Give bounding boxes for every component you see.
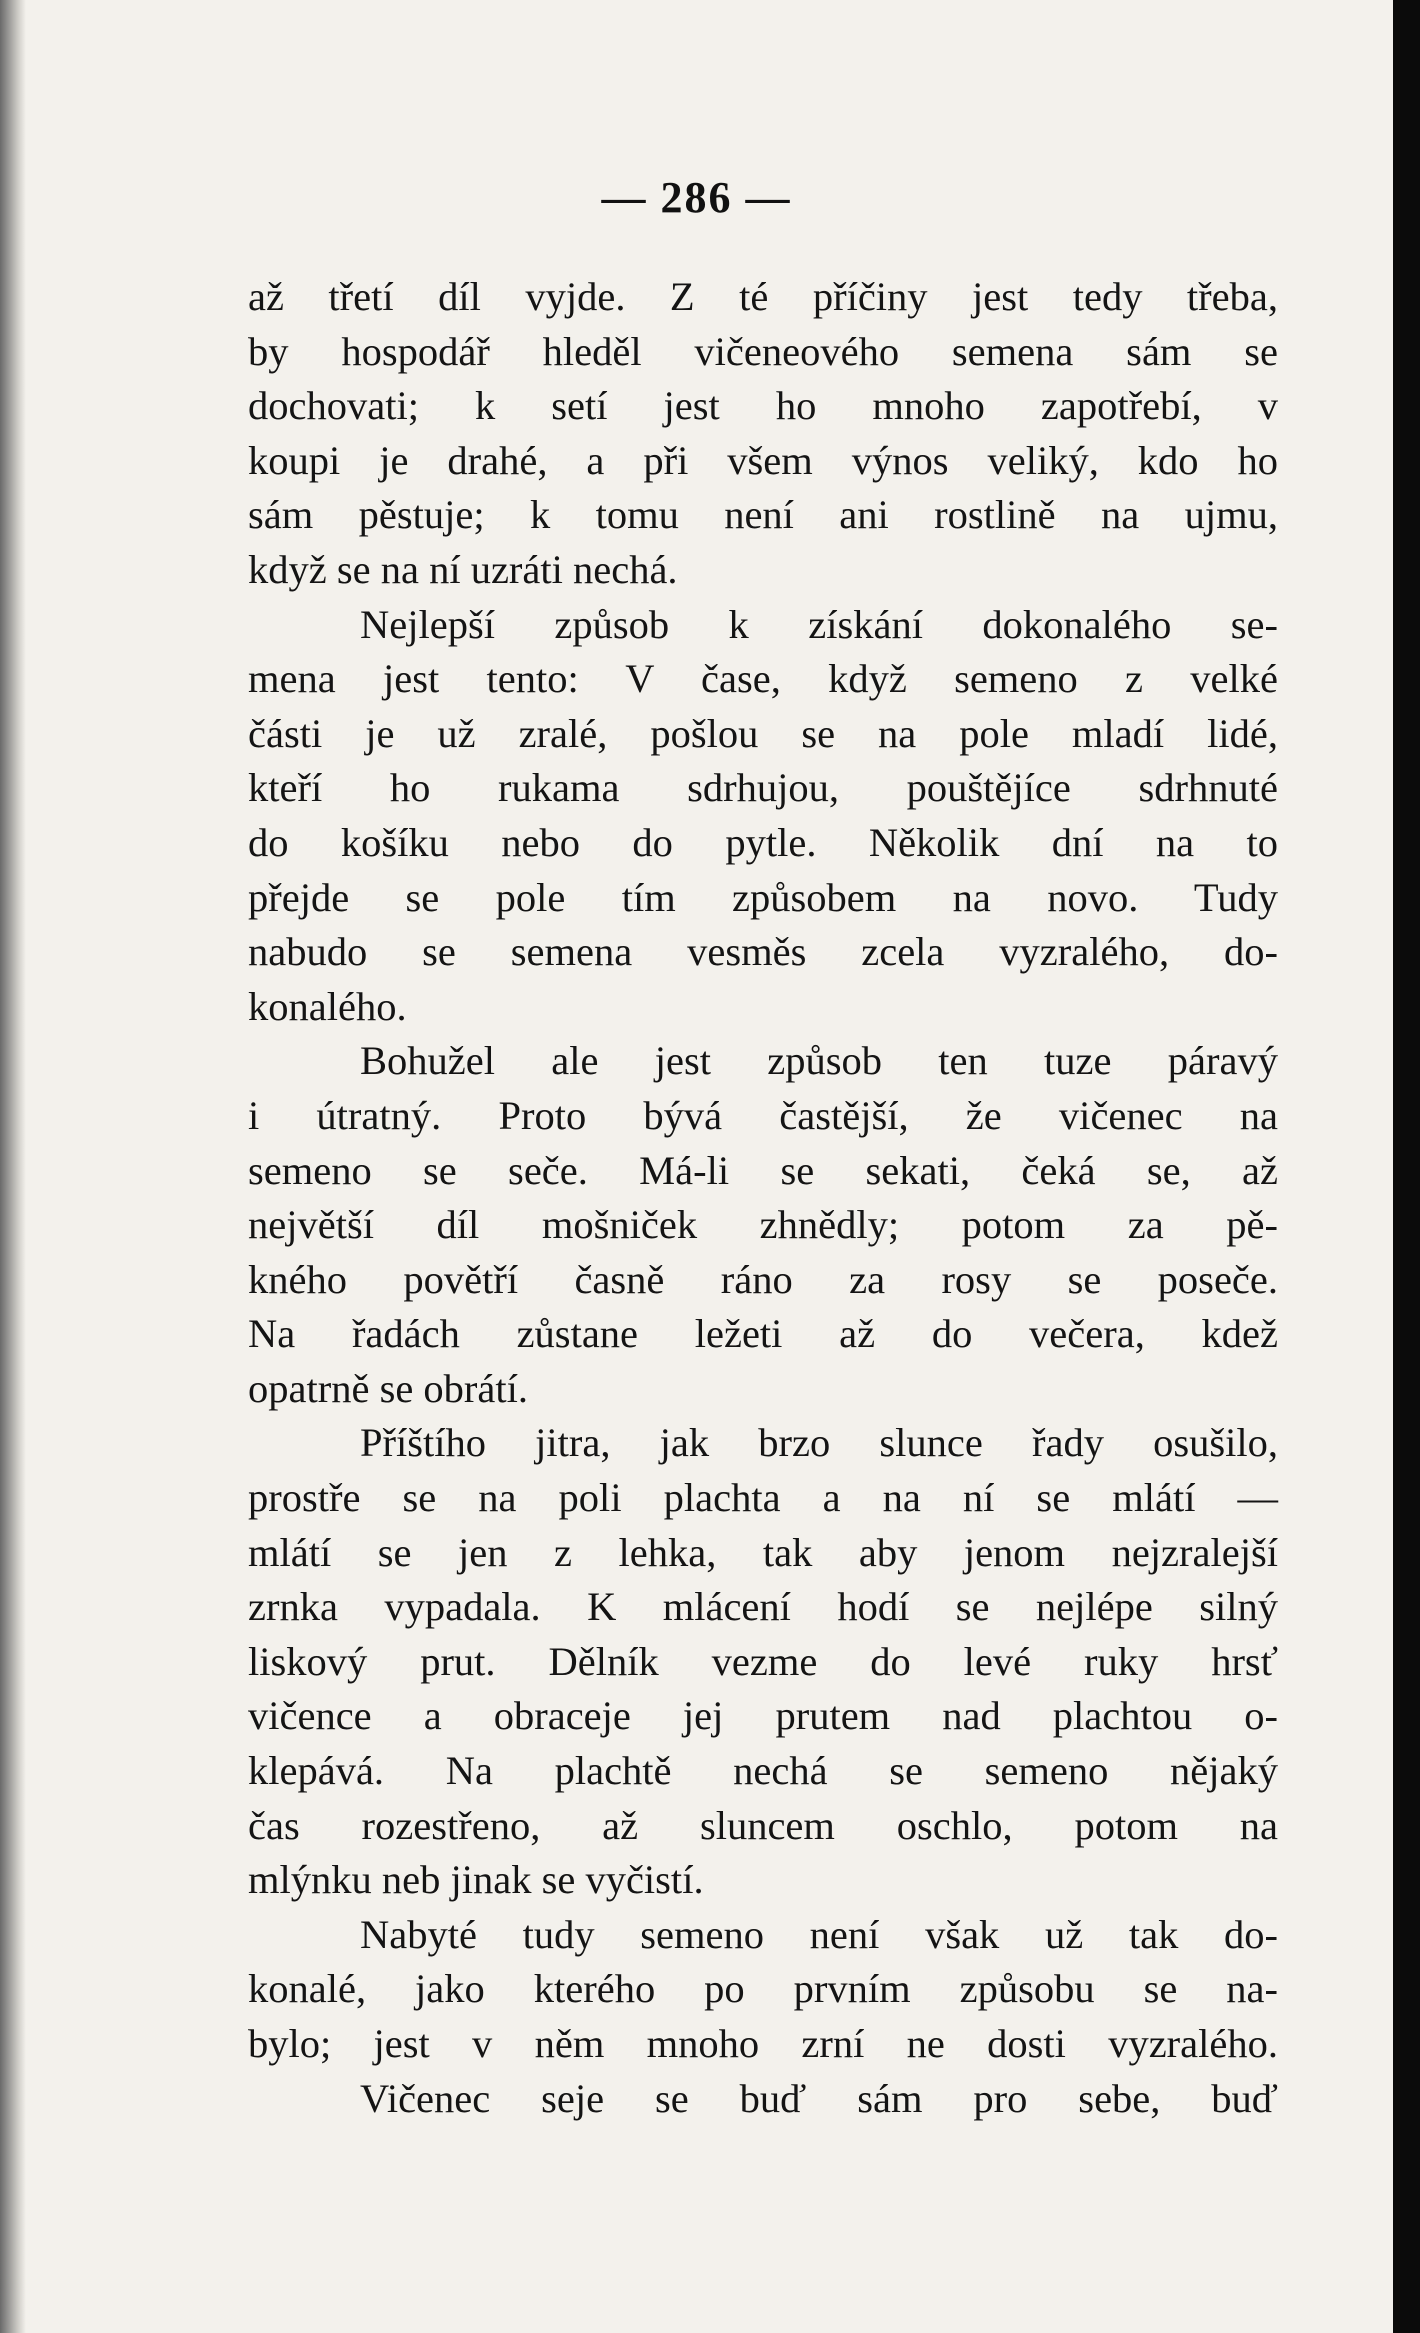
page-number: — 286 — xyxy=(601,173,792,222)
text-line: opatrně se obrátí. xyxy=(248,1365,529,1411)
text-line: i útratný. Proto bývá častější, že vičenec na xyxy=(248,1092,1278,1138)
text-line: mlýnku neb jinak se vyčistí. xyxy=(248,1857,704,1903)
text-line: dochovati; k setí jest ho mnoho zapotřebí, v xyxy=(248,383,1278,429)
text-line: přejde se pole tím způsobem na novo. Tudy xyxy=(248,874,1278,920)
text-line: čas rozestřeno, až sluncem oschlo, potom na xyxy=(248,1802,1278,1848)
text-line: kteří ho rukama sdrhujou, pouštějíce sdrhnuté xyxy=(248,765,1278,811)
text-line: největší díl mošniček zhnědly; potom za pě- xyxy=(248,1202,1278,1248)
text-line: Nejlepší způsob k získání dokonalého se- xyxy=(360,601,1278,647)
text-line: Vičenec seje se buď sám pro sebe, buď xyxy=(360,2075,1278,2121)
text-line: by hospodář hleděl vičeneového semena sám se xyxy=(248,328,1278,374)
text-line: nabudo se semena vesměs zcela vyzralého, do- xyxy=(248,929,1278,975)
text-line: sám pěstuje; k tomu není ani rostlině na ujmu, xyxy=(248,492,1278,538)
text-line: koupi je drahé, a při všem výnos veliký, kdo ho xyxy=(248,437,1278,483)
text-line: bylo; jest v něm mnoho zrní ne dosti vyzralého. xyxy=(248,2021,1278,2066)
text-line: liskový prut. Dělník vezme do levé ruky hrsť xyxy=(248,1638,1278,1684)
text-line: kného povětří časně ráno za rosy se poseče. xyxy=(248,1256,1278,1302)
text-line: Příštího jitra, jak brzo slunce řady osušilo, xyxy=(360,1420,1278,1466)
page-text xyxy=(248,270,1278,2126)
text-line: části je už zralé, pošlou se na pole mladí lidé, xyxy=(248,710,1278,756)
text-line: prostře se na poli plachta a na ní se mlátí — xyxy=(248,1475,1278,1521)
text-line: Bohužel ale jest způsob ten tuze páravý xyxy=(360,1038,1278,1084)
text-line: mena jest tento: V čase, když semeno z velké xyxy=(248,656,1278,702)
text-line: až třetí díl vyjde. Z té příčiny jest tedy třeba, xyxy=(248,274,1278,319)
text-line: konalého. xyxy=(248,983,407,1029)
text-line: konalé, jako kterého po prvním způsobu se na- xyxy=(248,1966,1278,2012)
text-line: Na řadách zůstane ležeti až do večera, kdež xyxy=(248,1311,1278,1357)
text-line: semeno se seče. Má-li se sekati, čeká se, až xyxy=(248,1147,1278,1193)
text-line: mlátí se jen z lehka, tak aby jenom nejzralejší xyxy=(248,1529,1278,1575)
text-line: klepává. Na plachtě nechá se semeno nějaký xyxy=(248,1748,1278,1794)
text-line: Nabyté tudy semeno není však už tak do- xyxy=(360,1911,1278,1957)
text-line: když se na ní uzráti nechá. xyxy=(248,546,678,592)
text-line: zrnka vypadala. K mlácení hodí se nejlépe silný xyxy=(248,1584,1278,1630)
text-line: vičence a obraceje jej prutem nad plachtou o- xyxy=(248,1693,1278,1739)
text-line: do košíku nebo do pytle. Několik dní na to xyxy=(248,819,1278,865)
